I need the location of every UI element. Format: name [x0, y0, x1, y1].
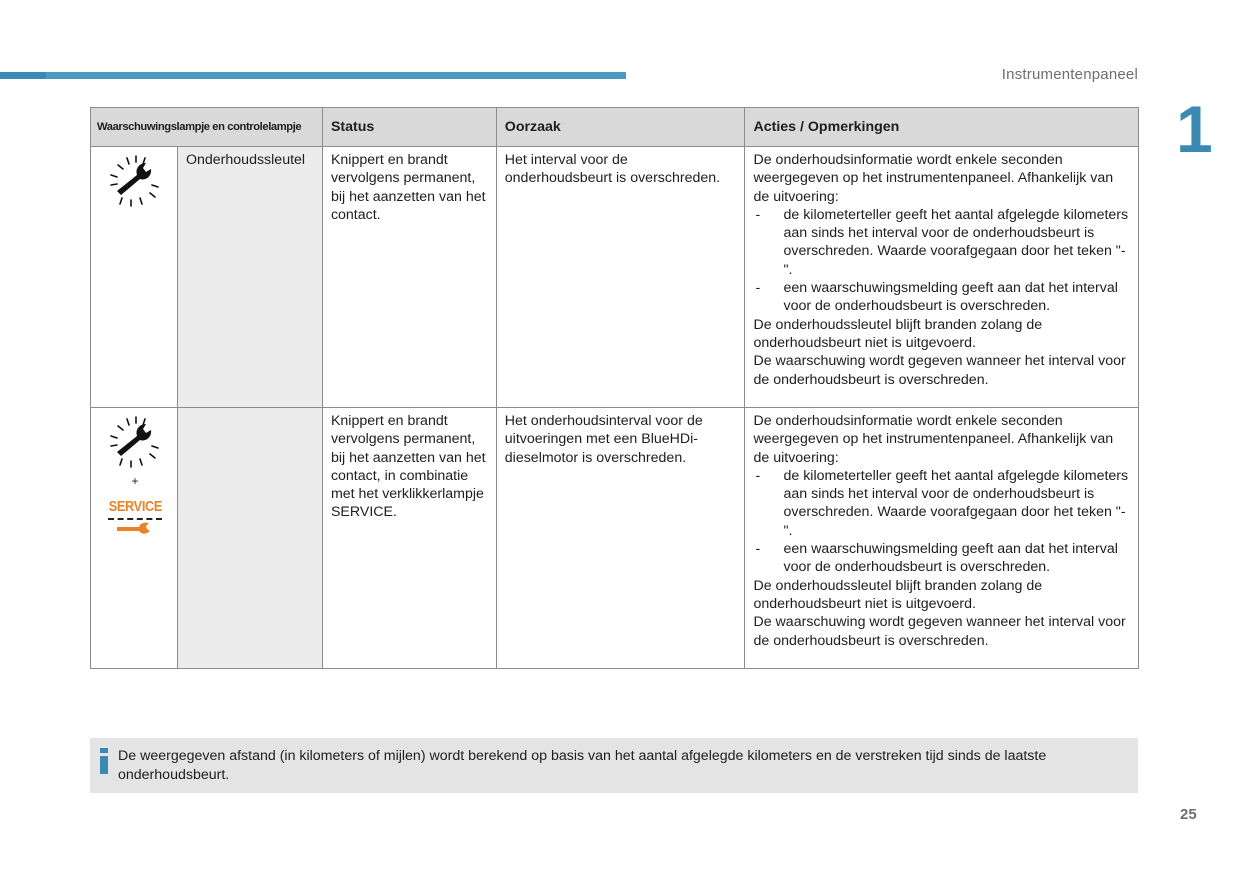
cause-cell: Het interval voor de onderhoudsbeurt is overschreden. [496, 147, 745, 408]
actions-note: De onderhoudssleutel blijft branden zolang de onderhoudsbeurt niet is uitgevoerd. [753, 316, 1043, 351]
bullet-text: de kilometerteller geeft het aantal afgelegde kilometers aan sinds het interval voor de onderhoudsbeurt is overschreden. Waarde voorafgegaan door het teken "-". [783, 467, 1129, 539]
table-row [91, 147, 1139, 408]
header-lamp: Waarschuwingslampje en controlelampje [91, 108, 323, 147]
actions-cell [745, 408, 1139, 669]
wrench-warning-icon [107, 416, 163, 470]
list-item [753, 279, 1132, 316]
info-icon [99, 748, 109, 774]
list-item [753, 467, 1132, 540]
service-wrench-icon [115, 522, 155, 536]
status-cell: Knippert en brandt vervolgens permanent, bij het aanzetten van het contact. [322, 147, 496, 408]
top-accent-rule-cap [0, 72, 46, 79]
actions-note: De waarschuwing wordt gegeven wanneer het interval voor de onderhoudsbeurt is overschreden. [753, 353, 1126, 388]
table-header-row [91, 108, 1139, 147]
bullet-text: de kilometerteller geeft het aantal afgelegde kilometers aan sinds het interval voor de onderhoudsbeurt is overschreden. Waarde voorafgegaan door het teken "-". [783, 206, 1129, 278]
list-item [753, 540, 1132, 577]
list-item [753, 206, 1132, 279]
bullet-dash: - [755, 467, 761, 484]
actions-intro: De onderhoudsinformatie wordt enkele seconden weergegeven op het instrumentenpaneel. Afhankelijk van de uitvoering: [753, 152, 1114, 205]
service-divider [108, 518, 162, 520]
top-accent-rule [0, 72, 626, 79]
bullet-dash: - [755, 206, 761, 223]
actions-note: De onderhoudssleutel blijft branden zolang de onderhoudsbeurt niet is uitgevoerd. [753, 577, 1043, 612]
actions-note: De waarschuwing wordt gegeven wanneer het interval voor de onderhoudsbeurt is overschreden. [753, 614, 1126, 649]
chapter-number: 1 [1176, 92, 1213, 166]
page-number: 25 [1180, 806, 1197, 823]
actions-intro: De onderhoudsinformatie wordt enkele seconden weergegeven op het instrumentenpaneel. Afhankelijk van de uitvoering: [753, 413, 1114, 466]
lamp-icon-cell [91, 408, 178, 669]
bullet-dash: - [755, 541, 761, 558]
info-text: De weergegeven afstand (in kilometers of mijlen) wordt berekend op basis van het aantal afgelegde kilometers en de verstreken tijd sinds de laatste onderhoudsbeurt. [118, 748, 1047, 783]
bullet-text: een waarschuwingsmelding geeft aan dat het interval voor de onderhoudsbeurt is overschreden. [783, 280, 1118, 315]
cause-cell: Het onderhoudsinterval voor de uitvoeringen met een BlueHDi-dieselmotor is overschreden. [496, 408, 745, 669]
header-status: Status [322, 108, 496, 147]
bullet-dash: - [755, 280, 761, 297]
actions-cell [745, 147, 1139, 408]
section-title: Instrumentenpaneel [1001, 66, 1138, 83]
lamp-name: Onderhoudssleutel [177, 147, 322, 408]
info-box [90, 738, 1138, 793]
warning-lamp-table [90, 107, 1139, 669]
lamp-name [177, 408, 322, 669]
header-actions: Acties / Opmerkingen [745, 108, 1139, 147]
plus-sign: + [131, 474, 139, 488]
service-label: SERVICE [108, 498, 162, 516]
bullet-text: een waarschuwingsmelding geeft aan dat het interval voor de onderhoudsbeurt is overschreden. [783, 541, 1118, 576]
service-lamp [99, 498, 171, 541]
lamp-icon-cell [91, 147, 178, 408]
status-cell: Knippert en brandt vervolgens permanent, bij het aanzetten van het contact, in combinatie met het verklikkerlampje SERVICE. [322, 408, 496, 669]
wrench-warning-icon [107, 155, 163, 209]
header-cause: Oorzaak [496, 108, 745, 147]
table-row [91, 408, 1139, 669]
